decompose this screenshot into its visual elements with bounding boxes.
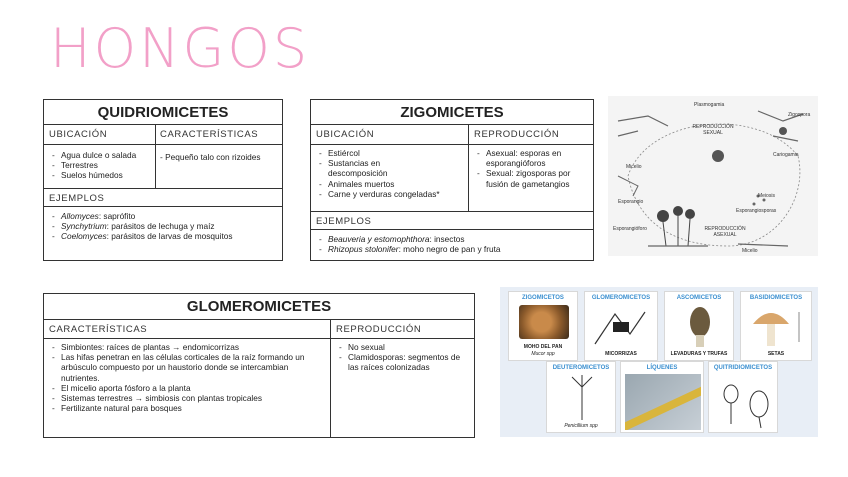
list-item: - Carne y verduras congeladas*	[319, 189, 466, 199]
list-item: - Sustancias en descomposición	[319, 158, 466, 178]
zygomycete-life-cycle-diagram	[608, 96, 818, 256]
zigomicetes-reproduccion-label: REPRODUCCIÓN	[474, 129, 560, 140]
label-meiosis: Meiosis	[758, 193, 775, 199]
zigomicetes-ejemplos-label: EJEMPLOS	[316, 216, 372, 227]
list-item: - Allomyces: saprófito	[52, 211, 280, 221]
penicillium-drawing	[547, 372, 617, 422]
glomeromicetes-reproduccion-list	[331, 342, 471, 373]
zigomicetes-ejemplos-list	[311, 234, 591, 254]
morel-drawing	[665, 302, 735, 352]
list-item: - Asexual: esporas en esporangióforos	[477, 148, 593, 168]
chytrid-drawing	[709, 374, 779, 430]
list-item: - Terrestres	[52, 160, 154, 170]
fungi-groups-image	[500, 287, 818, 437]
bread-mold-image	[519, 305, 569, 339]
quidriomicetes-title: QUIDRIOMICETES	[44, 100, 282, 125]
quidriomicetes-ubicacion-label: UBICACIÓN	[49, 129, 108, 140]
thumb-zigomicetos: ZIGOMICETOS MOHO DEL PAN Mucor spp	[508, 291, 578, 361]
list-item: - Coelomyces: parásitos de larvas de mosquitos	[52, 231, 280, 241]
label-plasmogamia: Plasmogamia	[694, 102, 725, 108]
zigomicetes-ubicacion-list	[311, 148, 466, 199]
quidriomicetes-card	[43, 99, 283, 261]
list-item: - Suelos húmedos	[52, 170, 154, 180]
label-esporangioforo: Esporangióforo	[613, 226, 647, 232]
list-item: - Agua dulce o salada	[52, 150, 154, 160]
quidriomicetes-caracteristicas-label: CARACTERÍSTICAS	[160, 129, 259, 140]
page-title: HONGOS	[50, 17, 311, 80]
label-zigospora: Zigospora	[788, 112, 811, 118]
label-esporangiosporas: Esporangiosporas	[736, 208, 777, 214]
label-reproduccion-asexual: REPRODUCCIÓN ASEXUAL	[704, 226, 746, 238]
label-cariogamia: Cariogamia	[773, 152, 799, 158]
thumb-quitridiomicetos: QUITRIDIOMICETOS	[708, 361, 778, 433]
quidriomicetes-caracteristicas-text: - Pequeño talo con rizoides	[160, 152, 261, 162]
label-esporangio: Esporangio	[618, 199, 644, 205]
label-micelio-top: Micelio	[626, 164, 642, 170]
label-micelio-bottom: Micelio	[742, 248, 758, 254]
quidriomicetes-ejemplos-list	[44, 211, 280, 242]
glomeromicetes-reproduccion-label: REPRODUCCIÓN	[336, 324, 422, 335]
list-item: - Clamidosporas: segmentos de las raíces colonizadas	[339, 352, 471, 372]
thumb-deuteromicetos: DEUTEROMICETOS Penicillium spp	[546, 361, 616, 433]
quidriomicetes-ejemplos-label: EJEMPLOS	[49, 193, 105, 204]
zigomicetes-ubicacion-label: UBICACIÓN	[316, 129, 375, 140]
quidriomicetes-ubicacion-list	[44, 150, 154, 181]
lichen-image	[625, 374, 701, 430]
thumb-glomeromicetos: GLOMEROMICETOS MICORRIZAS	[584, 291, 658, 361]
zigomicetes-card	[310, 99, 594, 261]
list-item: - Sexual: zigosporas por fusión de gametangios	[477, 168, 593, 188]
thumb-basidiomicetos: BASIDIOMICETOS SETAS	[740, 291, 812, 361]
mushroom-drawing	[741, 302, 813, 352]
zigomicetes-reproduccion-list	[469, 148, 593, 189]
mycorrhiza-drawing	[585, 304, 659, 352]
zigomicetes-title: ZIGOMICETES	[311, 100, 593, 125]
list-item: - Las hifas penetran en las células corticales de la raíz formando un arbúsculo compuesto por un haustorio donde se intercambian nutrientes.	[52, 352, 328, 383]
label-reproduccion-sexual: REPRODUCCIÓN SEXUAL	[692, 124, 734, 136]
list-item: - El micelio aporta fósforo a la planta	[52, 383, 328, 393]
list-item: - Fertilizante natural para bosques	[52, 403, 328, 413]
list-item: - Sistemas terrestres → simbiosis con plantas tropicales	[52, 393, 328, 403]
glomeromicetes-card	[43, 293, 475, 438]
list-item: - Animales muertos	[319, 179, 466, 189]
glomeromicetes-caracteristicas-label: CARACTERÍSTICAS	[49, 324, 148, 335]
glomeromicetes-caracteristicas-list	[44, 342, 328, 413]
thumb-liquenes: LÍQUENES	[620, 361, 704, 433]
glomeromicetes-title: GLOMEROMICETES	[44, 294, 474, 320]
list-item: - Estiércol	[319, 148, 466, 158]
list-item: - No sexual	[339, 342, 471, 352]
list-item: - Synchytrium: parásitos de lechuga y maíz	[52, 221, 280, 231]
list-item: - Rhizopus stolonifer: moho negro de pan y fruta	[319, 244, 591, 254]
thumb-ascomicetos: ASCOMICETOS LEVADURAS Y TRUFAS	[664, 291, 734, 361]
list-item: - Beauveria y estomophthora: insectos	[319, 234, 591, 244]
list-item: - Simbiontes: raíces de plantas → endomicorrizas	[52, 342, 328, 352]
